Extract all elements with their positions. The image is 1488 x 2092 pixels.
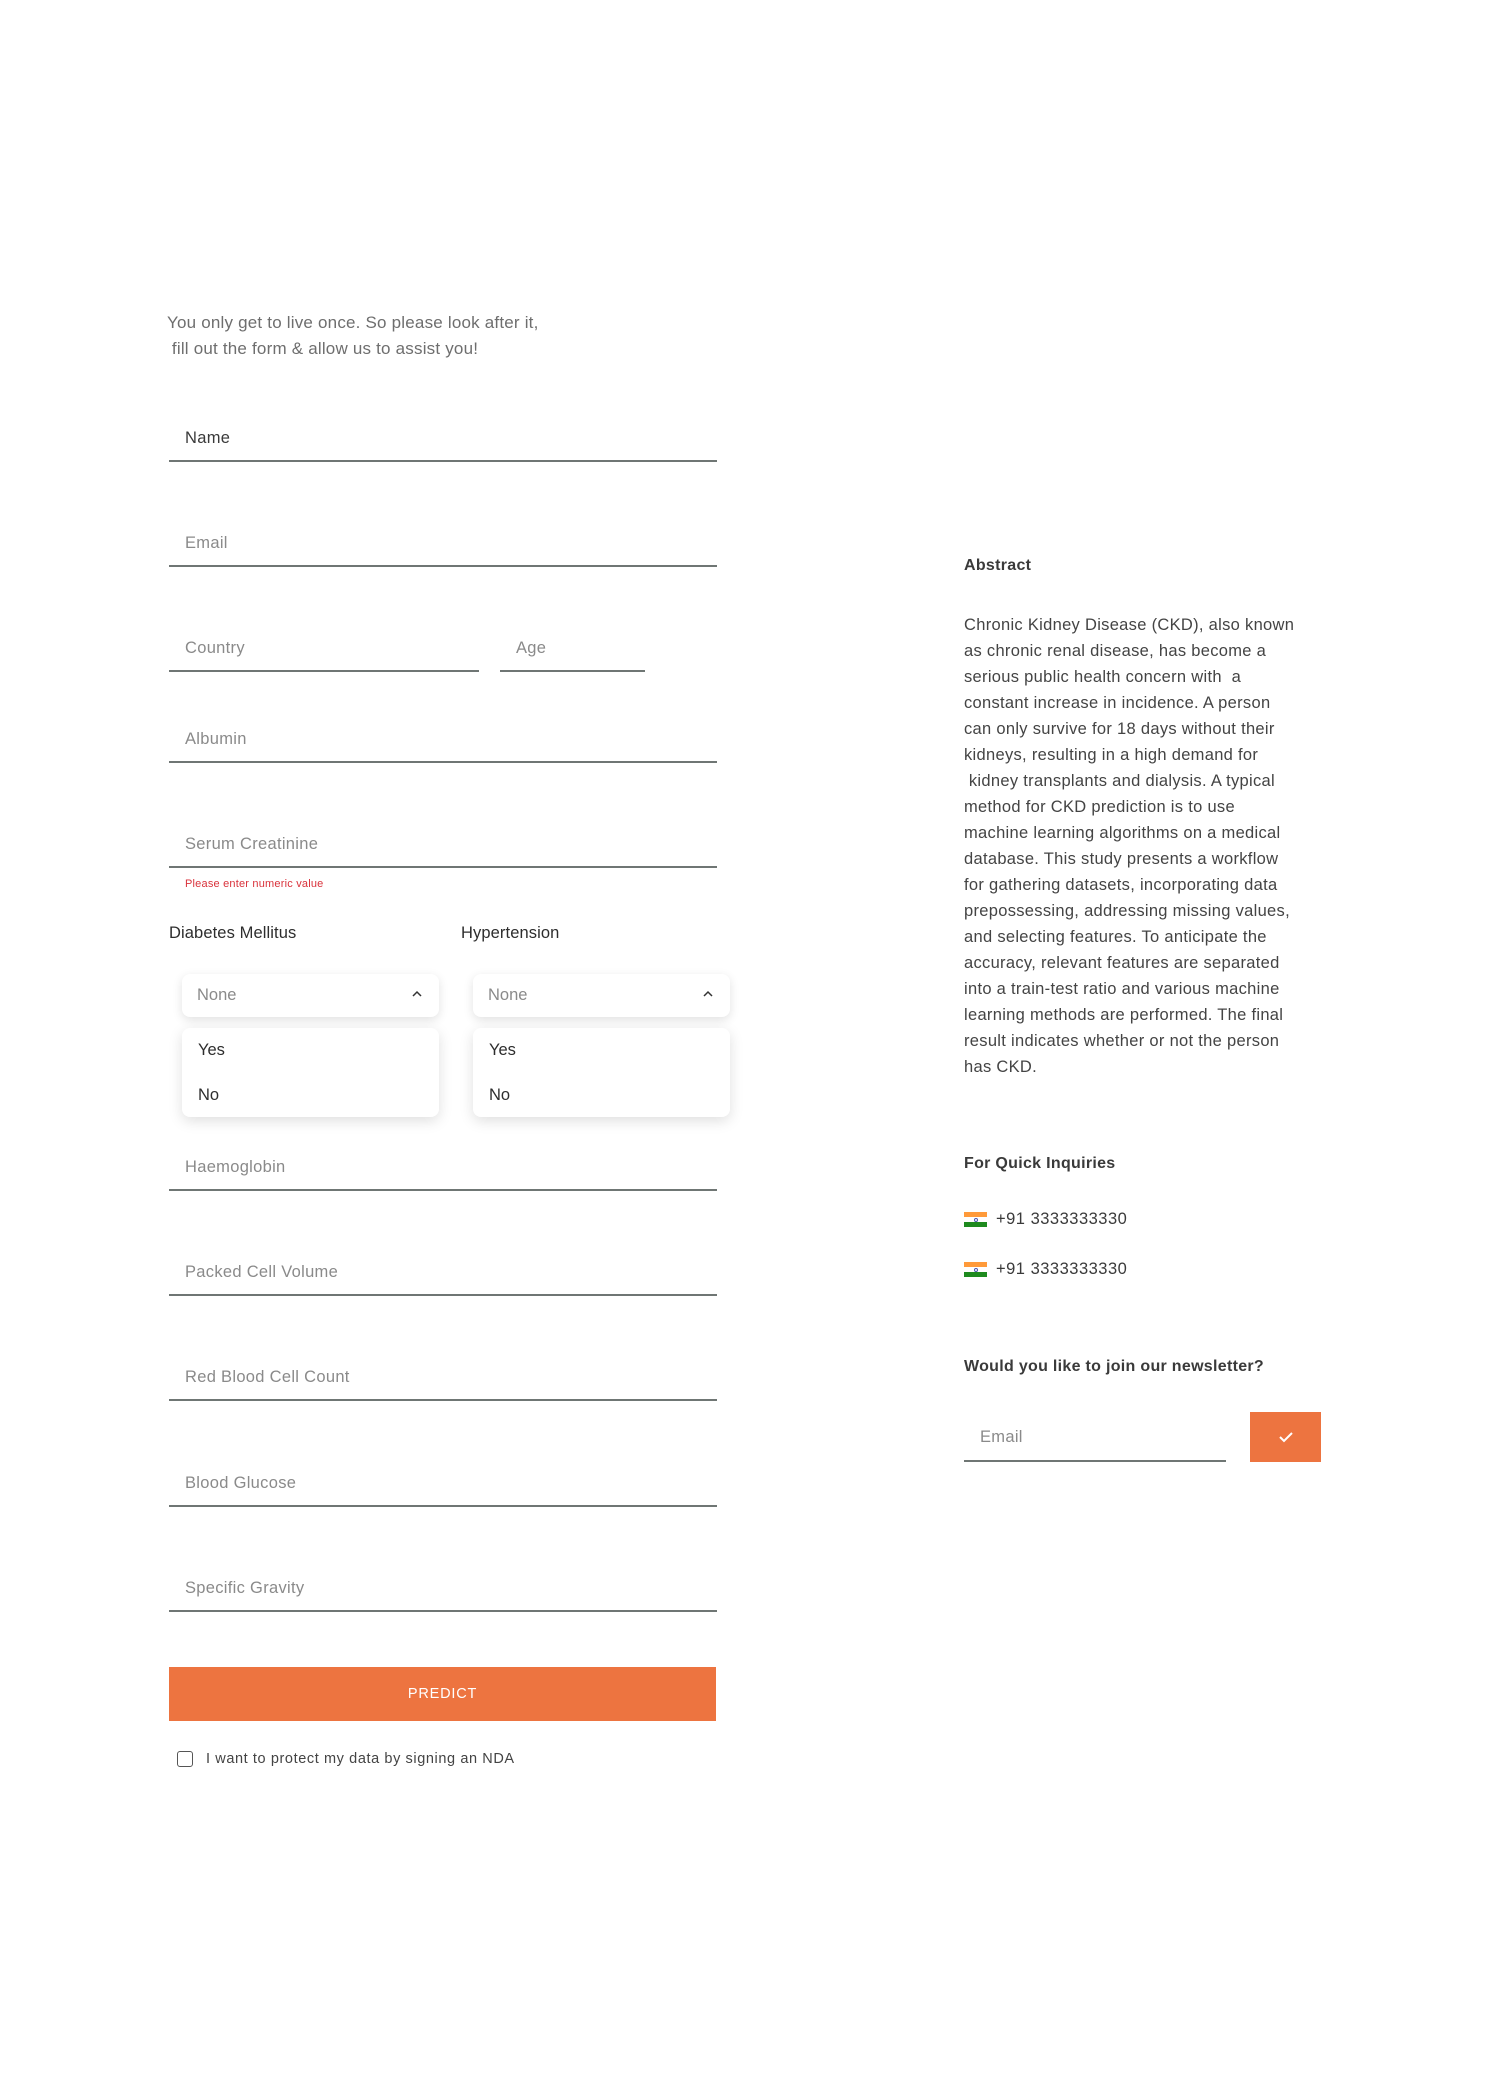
abstract-line: into a train-test ratio and various machine — [964, 980, 1280, 998]
abstract-line: serious public health concern with a — [964, 668, 1242, 686]
country-field[interactable] — [169, 626, 479, 672]
abstract-line: for gathering datasets, incorporating data — [964, 876, 1278, 894]
abstract-line: database. This study presents a workflow — [964, 850, 1279, 868]
intro-text — [167, 310, 627, 362]
intro-line-2: fill out the form & allow us to assist you! — [167, 339, 479, 358]
predict-button[interactable]: PREDICT — [169, 1667, 716, 1721]
email-field-placeholder: Email — [185, 534, 228, 552]
india-flag-icon — [964, 1262, 987, 1277]
albumin-field[interactable] — [169, 717, 717, 763]
name-field-value: Name — [185, 429, 231, 447]
rbc-count-field-placeholder: Red Blood Cell Count — [185, 1368, 350, 1386]
diabetes-select[interactable] — [182, 974, 439, 1017]
hypertension-label: Hypertension — [461, 924, 560, 942]
name-field[interactable] — [169, 416, 717, 462]
abstract-line: can only survive for 18 days without their — [964, 720, 1275, 738]
abstract-line: result indicates whether or not the person — [964, 1032, 1280, 1050]
diabetes-select-value: None — [197, 986, 237, 1004]
phone-item[interactable] — [964, 1260, 1127, 1279]
chevron-up-icon — [411, 988, 423, 1000]
packed-cell-volume-field-placeholder: Packed Cell Volume — [185, 1263, 339, 1281]
blood-glucose-field[interactable] — [169, 1461, 717, 1507]
abstract-line: and selecting features. To anticipate the — [964, 928, 1267, 946]
inquiries-title: For Quick Inquiries — [964, 1155, 1116, 1172]
diabetes-option-no[interactable]: No — [198, 1086, 220, 1104]
abstract-line: kidney transplants and dialysis. A typical — [964, 772, 1275, 790]
specific-gravity-field-placeholder: Specific Gravity — [185, 1579, 305, 1597]
blood-glucose-field-placeholder: Blood Glucose — [185, 1474, 297, 1492]
abstract-line: Chronic Kidney Disease (CKD), also known — [964, 616, 1295, 634]
abstract-body — [964, 612, 1324, 1080]
hypertension-option-no[interactable]: No — [489, 1086, 511, 1104]
email-field[interactable] — [169, 521, 717, 567]
serum-creatinine-error: Please enter numeric value — [185, 878, 324, 890]
age-field[interactable] — [500, 626, 645, 672]
haemoglobin-field-placeholder: Haemoglobin — [185, 1158, 286, 1176]
chevron-up-icon — [702, 988, 714, 1000]
diabetes-option-yes[interactable]: Yes — [198, 1041, 225, 1059]
age-field-placeholder: Age — [516, 639, 547, 657]
nda-label: I want to protect my data by signing an NDA — [206, 1751, 515, 1767]
haemoglobin-field[interactable] — [169, 1145, 717, 1191]
india-flag-icon — [964, 1212, 987, 1227]
phone-item[interactable] — [964, 1210, 1127, 1229]
abstract-line: prepossessing, addressing missing values, — [964, 902, 1290, 920]
nda-checkbox[interactable] — [177, 1751, 193, 1767]
abstract-line: kidneys, resulting in a high demand for — [964, 746, 1259, 764]
nda-checkbox-row[interactable] — [177, 1751, 515, 1767]
hypertension-option-yes[interactable]: Yes — [489, 1041, 516, 1059]
newsletter-email-placeholder: Email — [980, 1428, 1023, 1446]
phone-number: +91 3333333330 — [996, 1210, 1128, 1228]
hypertension-options — [473, 1028, 730, 1117]
abstract-line: machine learning algorithms on a medical — [964, 824, 1281, 842]
serum-creatinine-field[interactable] — [169, 822, 717, 868]
rbc-count-field[interactable] — [169, 1355, 717, 1401]
abstract-line: constant increase in incidence. A person — [964, 694, 1271, 712]
diabetes-options — [182, 1028, 439, 1117]
albumin-field-placeholder: Albumin — [185, 730, 247, 748]
serum-creatinine-field-placeholder: Serum Creatinine — [185, 835, 319, 853]
abstract-line: has CKD. — [964, 1058, 1038, 1076]
abstract-line: learning methods are performed. The final — [964, 1006, 1284, 1024]
country-field-placeholder: Country — [185, 639, 245, 657]
packed-cell-volume-field[interactable] — [169, 1250, 717, 1296]
specific-gravity-field[interactable] — [169, 1566, 717, 1612]
newsletter-title: Would you like to join our newsletter? — [964, 1358, 1265, 1375]
intro-line-1: You only get to live once. So please look after it, — [167, 313, 539, 332]
abstract-line: method for CKD prediction is to use — [964, 798, 1235, 816]
abstract-title: Abstract — [964, 557, 1032, 574]
hypertension-select[interactable] — [473, 974, 730, 1017]
abstract-line: as chronic renal disease, has become a — [964, 642, 1267, 660]
phone-number: +91 3333333330 — [996, 1260, 1128, 1278]
hypertension-select-value: None — [488, 986, 528, 1004]
newsletter-email-field[interactable] — [964, 1412, 1226, 1462]
diabetes-label: Diabetes Mellitus — [169, 924, 297, 942]
newsletter-submit-button[interactable] — [1250, 1412, 1321, 1462]
abstract-line: accuracy, relevant features are separated — [964, 954, 1280, 972]
check-icon — [1278, 1431, 1294, 1443]
